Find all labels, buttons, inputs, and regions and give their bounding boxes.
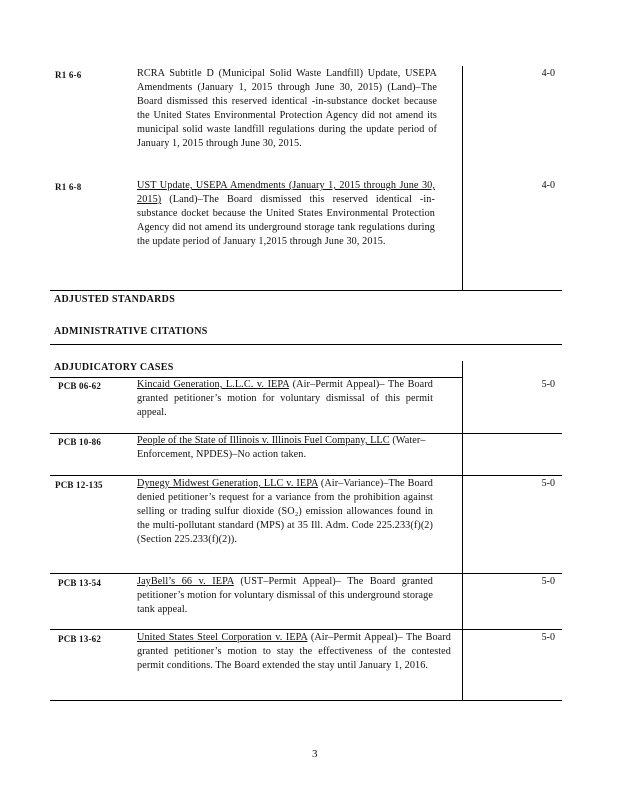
case-body: (Air–Variance)–The Board denied petitioner’s request for a variance from the prohibition against selling or trading sulfur dioxide (SO₂) emission allowances found in the multi-pollutant standard (MPS) at 35 Ill. Adm. Code 225.233(f)(2) (Section 225.233(f)(2)). bbox=[137, 478, 433, 546]
row-rule bbox=[50, 573, 562, 574]
case-description bbox=[137, 575, 433, 617]
vote-count: 4-0 bbox=[541, 68, 555, 79]
case-description bbox=[137, 378, 433, 420]
case-description bbox=[137, 434, 433, 462]
vote-count: 4-0 bbox=[541, 180, 555, 191]
vote-count: 5-0 bbox=[541, 632, 555, 643]
heading-adjudicatory-cases: ADJUDICATORY CASES bbox=[54, 362, 174, 373]
case-body: (UST–Permit Appeal)– The Board granted petitioner’s motion for voluntary dismissal of this underground storage tank appeal. bbox=[137, 576, 433, 616]
case-body: (Water–Enforcement, NPDES)–No action taken. bbox=[137, 435, 426, 461]
vote-count: 5-0 bbox=[541, 576, 555, 587]
case-body: (Air–Permit Appeal)– The Board granted petitioner’s motion for voluntary dismissal of this permit appeal. bbox=[137, 379, 433, 419]
case-title: People of the State of Illinois v. Illinois Fuel Company, LLC bbox=[137, 435, 390, 446]
docket-body: (Land)–The Board dismissed this reserved identical -in-substance docket because the United States Environmental Protection Agency did not amend its underground storage tank regulations during the update period of January 1,2015 through June 30, 2015. bbox=[137, 194, 435, 248]
case-description bbox=[137, 477, 433, 547]
section-rule bbox=[50, 344, 562, 345]
case-body: (Air–Permit Appeal)– The Board granted petitioner’s motion to stay the effectiveness of the contested permit conditions. The Board extended the stay until January 1, 2016. bbox=[137, 632, 451, 672]
heading-adjusted-standards: ADJUSTED STANDARDS bbox=[54, 294, 176, 305]
docket-title: RCRA Subtitle D (Municipal Solid Waste Landfill) Update, USEPA Amendments (January 1, 2015 through June 30, 2015) bbox=[137, 68, 437, 94]
row-rule bbox=[50, 629, 562, 630]
case-description bbox=[137, 631, 451, 673]
docket-title: UST Update, USEPA Amendments (January 1, 2015 through June 30, 2015) bbox=[137, 180, 435, 206]
row-rule bbox=[50, 475, 562, 476]
case-title: JayBell’s 66 v. IEPA bbox=[137, 576, 234, 587]
case-title: Kincaid Generation, L.L.C. v. IEPA bbox=[137, 379, 290, 390]
docket-number: PCB 10-86 bbox=[58, 437, 102, 447]
docket-number: R1 6-6 bbox=[55, 70, 82, 80]
case-title: United States Steel Corporation v. IEPA bbox=[137, 632, 308, 643]
page-number: 3 bbox=[312, 748, 318, 760]
table-bottom-rule bbox=[50, 700, 562, 701]
docket-description bbox=[137, 67, 437, 152]
section-rule bbox=[50, 290, 562, 291]
vote-count: 5-0 bbox=[541, 478, 555, 489]
docket-number: PCB 13-62 bbox=[58, 634, 102, 644]
column-divider bbox=[462, 361, 463, 700]
case-title: Dynegy Midwest Generation, LLC v. IEPA bbox=[137, 478, 318, 489]
column-divider bbox=[462, 66, 463, 290]
docket-body: (Land)–The Board dismissed this reserved identical -in-substance docket because the United States Environmental Protection Agency did not amend its municipal solid waste landfill regulations during the update period of January 1, 2015 through June 30, 2015. bbox=[137, 82, 437, 150]
vote-count: 5-0 bbox=[541, 379, 555, 390]
docket-description bbox=[137, 179, 435, 249]
docket-number: PCB 06-62 bbox=[58, 381, 102, 391]
heading-administrative-citations: ADMINISTRATIVE CITATIONS bbox=[54, 326, 208, 337]
docket-number: PCB 12-135 bbox=[55, 480, 103, 490]
docket-number: PCB 13-54 bbox=[58, 578, 102, 588]
docket-number: R1 6-8 bbox=[55, 182, 82, 192]
